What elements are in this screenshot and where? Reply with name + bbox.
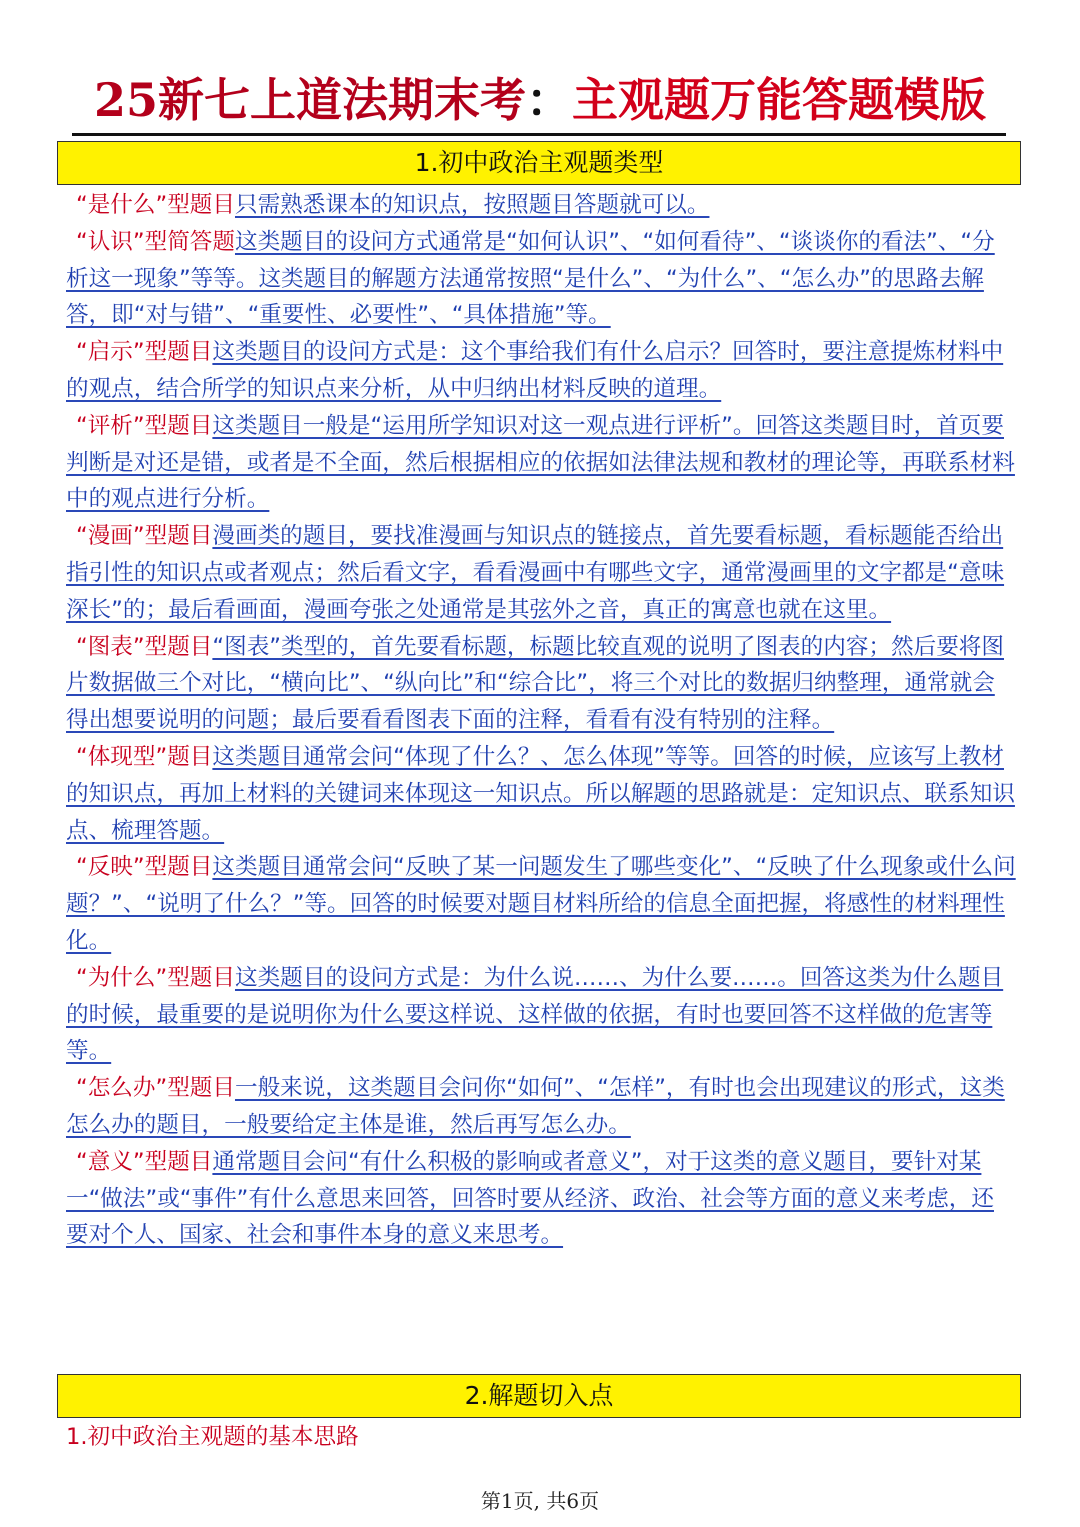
section-heading-1: 1.初中政治主观题类型 [57, 141, 1021, 185]
item-label: “意义”型题目 [76, 1148, 213, 1175]
item-label: “评析”型题目 [76, 412, 213, 439]
item-label: “反映”型题目 [76, 854, 213, 881]
item-evaluate [66, 408, 1016, 518]
section-heading-2: 2.解题切入点 [57, 1374, 1021, 1418]
item-understand [66, 224, 1016, 334]
item-label: “是什么”型题目 [76, 192, 235, 218]
item-cartoon [66, 518, 1016, 628]
item-significance [66, 1144, 1016, 1254]
item-why [66, 960, 1016, 1070]
item-label: “漫画”型题目 [76, 523, 213, 550]
item-label: “启示”型题目 [76, 339, 213, 366]
item-inspiration [66, 334, 1016, 408]
item-label: “为什么”型题目 [76, 964, 235, 991]
item-text: 漫画类的题目，要找准漫画与知识点的链接点，首先要看标题，看标题能否给出指引性的知识点或者观点；然后看文字，看看漫画中有哪些文字，通常漫画里的文字都是“意味深长”的；最后看画面，漫画夸张之处通常是其弦外之音，真正的寓意也就在这里。 [66, 523, 1005, 623]
item-label: “怎么办”型题目 [76, 1075, 235, 1102]
page-footer: 第1页, 共6页 [480, 1489, 600, 1513]
item-text: 这类题目的设问方式通常是“如何认识”、“如何看待”、“谈谈你的看法”、“分析这一现象”等等。这类题目的解题方法通常按照“是什么”、“为什么”、“怎么办”的思路去解答，即“对与错”、“重要性、必要性”、“具体措施”等。 [66, 228, 995, 329]
item-text: 这类题目通常会问“反映了某一问题发生了哪些变化”、“反映了什么现象或什么问题？”、“说明了什么？”等。回答的时候要对题目材料所给的信息全面把握，将感性的材料理性化。 [66, 854, 1016, 954]
item-label: “体现型”题目 [76, 743, 213, 770]
item-text: 这类题目通常会问“体现了什么？、怎么体现”等等。回答的时候，应该写上教材的知识点，再加上材料的关键词来体现这一知识点。所以解题的思路就是：定知识点、联系知识点、梳理答题。 [66, 743, 1015, 844]
item-reflect [66, 849, 1016, 959]
item-how [66, 1070, 1016, 1144]
title-separator: ： [526, 73, 572, 127]
item-text: 通常题目会问“有什么积极的影响或者意义”，对于这类的意义题目，要针对某一“做法”或“事件”有什么意思来回答，回答时要从经济、政治、社会等方面的意义来考虑，还要对个人、国家、社会和事件本身的意义来思考。 [66, 1148, 994, 1249]
item-text: 只需熟悉课本的知识点，按照题目答题就可以。 [234, 192, 710, 218]
title-left: 25新七上道法期末考 [93, 73, 526, 127]
item-chart [66, 629, 1016, 739]
item-label: “认识”型简答题 [76, 228, 235, 255]
item-text: 这类题目的设问方式是：为什么说……、为什么要……。回答这类为什么题目的时候，最重要的是说明你为什么要这样说、这样做的依据，有时也要回答不这样做的危害等等。 [66, 964, 1004, 1065]
question-types-list [66, 187, 1016, 1254]
item-text: 这类题目一般是“运用所学知识对这一观点进行评析”。回答这类题目时，首页要判断是对还是错，或者是不全面，然后根据相应的依据如法律法规和教材的理论等，再联系材料中的观点进行分析。 [66, 412, 1015, 513]
item-label: “图表”型题目 [76, 633, 213, 660]
item-text: “图表”类型的，首先要看标题，标题比较直观的说明了图表的内容；然后要将图片数据做三个对比，“横向比”、“纵向比”和“综合比”，将三个对比的数据归纳整理，通常就会得出想要说明的问题；最后要看看图表下面的注释，看看有没有特别的注释。 [66, 633, 1004, 734]
item-text: 一般来说，这类题目会问你“如何”、“怎样”，有时也会出现建议的形式，这类怎么办的题目，一般要给定主体是谁，然后再写怎么办。 [66, 1075, 1005, 1138]
item-what [66, 187, 1016, 224]
page-title [0, 70, 1080, 130]
subheading: 1.初中政治主观题的基本思路 [66, 1424, 359, 1450]
title-underline [72, 133, 1006, 136]
item-embody [66, 739, 1016, 849]
title-right: 主观题万能答题模版 [572, 73, 986, 127]
item-text: 这类题目的设问方式是：这个事给我们有什么启示？回答时，要注意提炼材料中的观点，结合所学的知识点来分析，从中归纳出材料反映的道理。 [66, 339, 1004, 402]
